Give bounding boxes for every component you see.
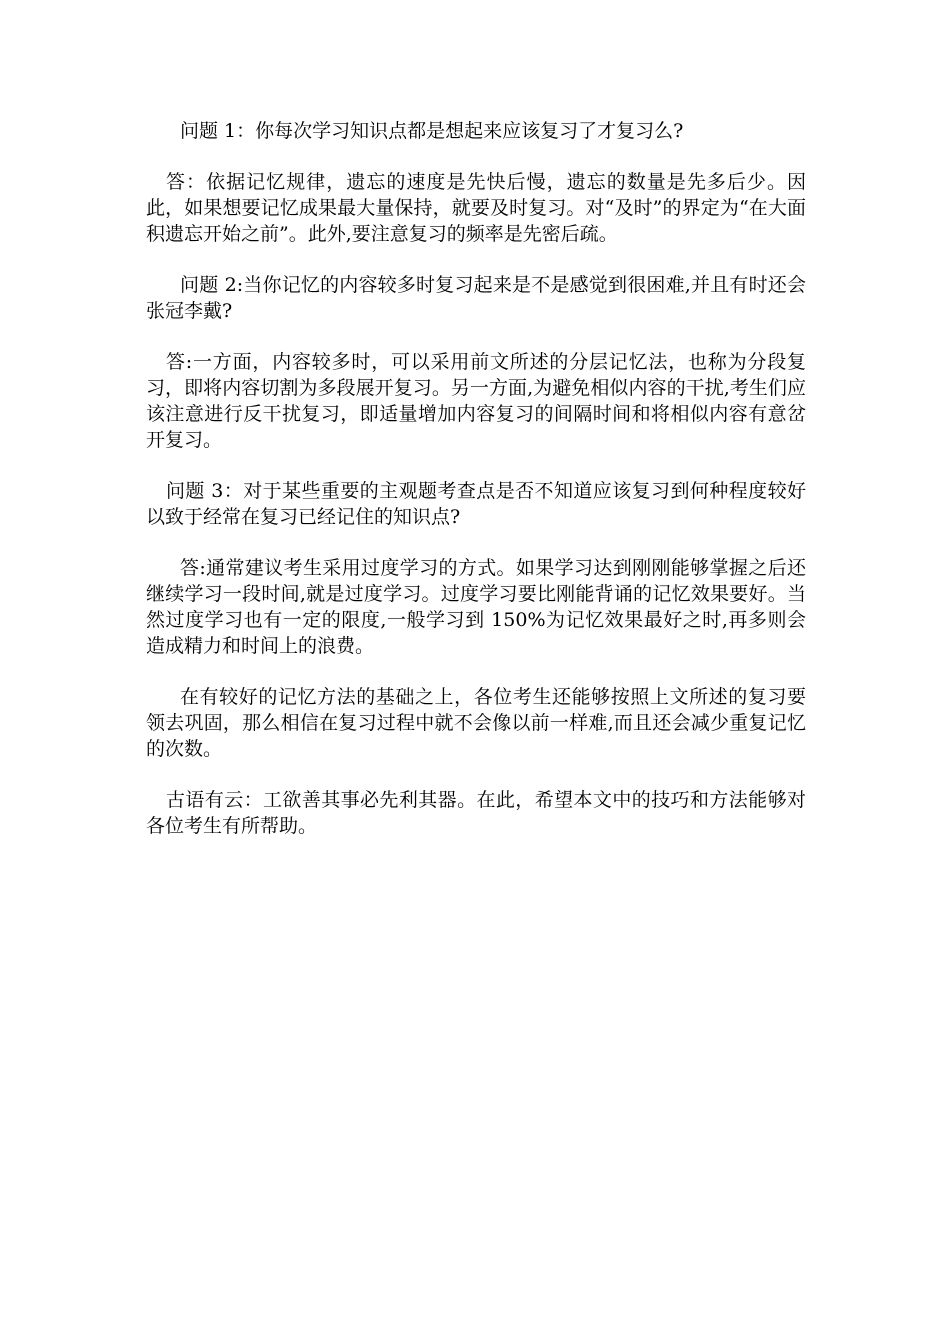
document-body — [146, 118, 806, 864]
answer-1-paragraph: 答：依据记忆规律，遗忘的速度是先快后慢，遗忘的数量是先多后少。因此，如果想要记忆成果最大量保持，就要及时复习。对“及时”的界定为“在大面积遗忘开始之前”。此外,要注意复习的频率是先密后疏。 — [146, 171, 806, 245]
summary-paragraph: 在有较好的记忆方法的基础之上，各位考生还能够按照上文所述的复习要领去巩固，那么相信在复习过程中就不会像以前一样难,而且还会减少重复记忆的次数。 — [146, 686, 806, 760]
answer-2-paragraph: 答:一方面，内容较多时，可以采用前文所述的分层记忆法，也称为分段复习，即将内容切割为多段展开复习。另一方面,为避免相似内容的干扰,考生们应该注意进行反干扰复习，即适量增加内容复习的间隔时间和将相似内容有意岔开复习。 — [146, 351, 806, 451]
question-1-paragraph: 问题 1：你每次学习知识点都是想起来应该复习了才复习么? — [180, 120, 684, 142]
question-3-paragraph: 问题 3：对于某些重要的主观题考查点是否不知道应该复习到何种程度较好以致于经常在复习已经记住的知识点? — [146, 480, 806, 528]
question-2-paragraph: 问题 2:当你记忆的内容较多时复习起来是不是感觉到很困难,并且有时还会张冠李戴? — [146, 274, 806, 322]
closing-paragraph: 古语有云：工欲善其事必先利其器。在此，希望本文中的技巧和方法能够对各位考生有所帮助。 — [146, 789, 806, 837]
answer-3-paragraph: 答:通常建议考生采用过度学习的方式。如果学习达到刚刚能够掌握之后还继续学习一段时间,就是过度学习。过度学习要比刚能背诵的记忆效果要好。当然过度学习也有一定的限度,一般学习到 150%为记忆效果最好之时,再多则会造成精力和时间上的浪费。 — [146, 557, 806, 657]
